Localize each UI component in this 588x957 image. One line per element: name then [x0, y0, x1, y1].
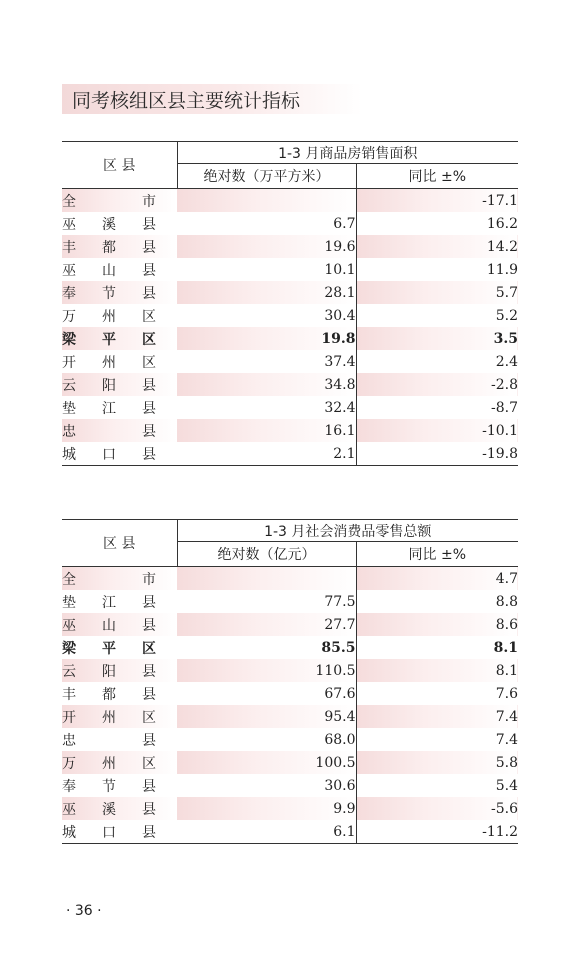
table-row [62, 705, 518, 728]
absolute-value-cell: 27.7 [177, 613, 356, 636]
absolute-value-cell: 19.6 [177, 235, 356, 258]
district-name-char: 口 [102, 824, 116, 841]
yoy-header: 同比 ±% [356, 164, 518, 189]
yoy-cell: 5.7 [356, 281, 518, 304]
absolute-value-cell [177, 567, 356, 591]
table-row [62, 212, 518, 235]
district-name-char: 口 [102, 446, 116, 463]
yoy-cell: -11.2 [356, 820, 518, 844]
district-name-char: 阳 [102, 663, 116, 680]
district-name-char: 州 [102, 354, 116, 371]
absolute-value-cell: 6.1 [177, 820, 356, 844]
yoy-cell: -8.7 [491, 399, 519, 416]
district-name-char: 梁 [62, 640, 76, 657]
yoy-cell: 7.4 [495, 731, 519, 748]
absolute-value-cell: 100.5 [177, 751, 356, 774]
table-row [62, 442, 518, 466]
table-row [62, 728, 518, 751]
district-name-char: 全 [62, 571, 76, 588]
absolute-value-cell: 6.7 [177, 212, 356, 235]
yoy-cell: 8.1 [356, 659, 518, 682]
table-row [62, 590, 518, 613]
district-name-char: 平 [102, 331, 116, 348]
yoy-cell: 8.6 [356, 613, 518, 636]
district-name [62, 682, 177, 705]
district-name-char: 山 [102, 617, 116, 634]
district-name-char: 州 [102, 308, 116, 325]
district-name-char: 江 [102, 400, 116, 417]
district-name-char: 县 [142, 594, 156, 611]
district-name-char: 县 [142, 423, 156, 440]
district-name [62, 396, 177, 419]
district-name [62, 350, 177, 373]
absolute-value-cell: 28.1 [177, 281, 356, 304]
district-name-char: 忠 [62, 423, 76, 440]
district-name-char: 梁 [62, 331, 76, 348]
district-name [62, 774, 177, 797]
district-name-char: 区 [142, 709, 156, 726]
district-name-char: 区 [142, 354, 156, 371]
district-name-char: 开 [62, 354, 76, 371]
absolute-value-cell: 16.1 [177, 419, 356, 442]
absolute-value-cell: 9.9 [177, 797, 356, 820]
table-row [62, 774, 518, 797]
area-column-header: 区 县 [62, 142, 177, 189]
retail-sales-group-header: 1-3 月社会消费品零售总额 [177, 520, 518, 542]
district-name-char: 云 [62, 377, 76, 394]
district-name-char: 区 [142, 755, 156, 772]
district-name [62, 728, 177, 751]
yoy-cell: 4.7 [356, 567, 518, 591]
district-name [62, 235, 177, 258]
district-name-char: 云 [62, 663, 76, 680]
yoy-cell: -19.8 [356, 442, 518, 466]
housing-sales-group-header: 1-3 月商品房销售面积 [177, 142, 518, 164]
district-name [62, 705, 177, 728]
absolute-value-cell: 68.0 [177, 728, 356, 751]
district-name-char: 垫 [62, 594, 76, 611]
district-name-char: 县 [142, 216, 156, 233]
district-name [62, 590, 177, 613]
absolute-value-cell: 34.8 [177, 373, 356, 396]
absolute-value-cell [177, 189, 356, 213]
absolute-value-cell: 67.6 [177, 682, 356, 705]
yoy-cell: 5.4 [495, 777, 519, 794]
district-name-char: 丰 [62, 686, 76, 703]
table-row [62, 820, 518, 844]
district-name-char: 奉 [62, 778, 76, 795]
district-name-char: 县 [142, 285, 156, 302]
district-name-char: 巫 [62, 262, 76, 279]
district-name-char: 阳 [102, 377, 116, 394]
page-number: · 36 · [66, 903, 102, 919]
district-name-char: 都 [102, 239, 116, 256]
yoy-cell: 3.5 [356, 327, 518, 350]
district-name [62, 189, 177, 213]
table-row [62, 373, 518, 396]
table-row [62, 235, 518, 258]
district-name [62, 327, 177, 350]
district-name-char: 忠 [62, 732, 76, 749]
district-name-char: 县 [142, 400, 156, 417]
district-name [62, 567, 177, 591]
district-name-char: 节 [102, 285, 116, 302]
table-row [62, 304, 518, 327]
table-row [62, 567, 518, 591]
district-name [62, 820, 177, 844]
yoy-cell: -17.1 [356, 189, 518, 213]
absolute-value-cell: 32.4 [177, 396, 356, 419]
district-name-char: 县 [142, 446, 156, 463]
district-name [62, 212, 177, 235]
table-row [62, 281, 518, 304]
absolute-value-cell: 30.6 [177, 774, 356, 797]
district-name-char: 县 [142, 732, 156, 749]
table-row [62, 682, 518, 705]
yoy-cell: 8.8 [495, 593, 519, 610]
absolute-value-cell: 77.5 [177, 590, 356, 613]
absolute-value-cell: 19.8 [177, 327, 356, 350]
absolute-value-header: 绝对数（亿元） [177, 542, 356, 567]
yoy-header: 同比 ±% [356, 542, 518, 567]
district-name-char: 城 [62, 446, 76, 463]
district-name-char: 山 [102, 262, 116, 279]
table-row [62, 258, 518, 281]
yoy-cell: 5.2 [495, 307, 519, 324]
district-name-char: 州 [102, 709, 116, 726]
table-row [62, 636, 518, 659]
district-name-char: 区 [142, 308, 156, 325]
district-name-char: 县 [142, 377, 156, 394]
district-name-char: 江 [102, 594, 116, 611]
table-row [62, 797, 518, 820]
retail-sales-table [62, 519, 518, 844]
district-name-char: 平 [102, 640, 116, 657]
district-name [62, 373, 177, 396]
absolute-value-header: 绝对数（万平方米） [177, 164, 356, 189]
district-name-char: 巫 [62, 216, 76, 233]
district-name-char: 县 [142, 801, 156, 818]
table-row [62, 419, 518, 442]
absolute-value-cell: 2.1 [177, 442, 356, 466]
district-name [62, 751, 177, 774]
district-name-char: 市 [142, 193, 156, 210]
district-name [62, 442, 177, 466]
district-name [62, 304, 177, 327]
yoy-cell: -2.8 [356, 373, 518, 396]
yoy-cell: 16.2 [486, 215, 519, 232]
district-name-char: 县 [142, 778, 156, 795]
district-name-char: 溪 [102, 216, 116, 233]
housing-sales-table [62, 141, 518, 466]
yoy-cell: 5.8 [356, 751, 518, 774]
absolute-value-cell: 85.5 [177, 636, 356, 659]
page-title: 同考核组区县主要统计指标 [72, 90, 301, 112]
district-name-char: 溪 [102, 801, 116, 818]
district-name-char: 县 [142, 262, 156, 279]
district-name-char: 开 [62, 709, 76, 726]
district-name-char: 区 [142, 331, 156, 348]
yoy-cell: 2.4 [495, 353, 519, 370]
district-name-char: 城 [62, 824, 76, 841]
district-name-char: 节 [102, 778, 116, 795]
district-name-char: 市 [142, 571, 156, 588]
yoy-cell: 7.6 [495, 685, 519, 702]
table-row [62, 396, 518, 419]
yoy-cell: -10.1 [356, 419, 518, 442]
absolute-value-cell: 37.4 [177, 350, 356, 373]
district-name-char: 奉 [62, 285, 76, 302]
district-name-char: 县 [142, 686, 156, 703]
district-name-char: 州 [102, 755, 116, 772]
district-name [62, 636, 177, 659]
table-row [62, 613, 518, 636]
district-name-char: 巫 [62, 617, 76, 634]
district-name-char: 万 [62, 755, 76, 772]
district-name-char: 区 [142, 640, 156, 657]
table-row [62, 350, 518, 373]
table-row [62, 327, 518, 350]
yoy-cell: 11.9 [486, 261, 519, 278]
area-column-header: 区 县 [62, 520, 177, 567]
district-name-char: 县 [142, 663, 156, 680]
district-name [62, 613, 177, 636]
district-name-char: 垫 [62, 400, 76, 417]
absolute-value-cell: 10.1 [177, 258, 356, 281]
district-name-char: 都 [102, 686, 116, 703]
table-row [62, 751, 518, 774]
district-name-char: 县 [142, 239, 156, 256]
district-name-char: 县 [142, 617, 156, 634]
district-name [62, 281, 177, 304]
district-name-char: 县 [142, 824, 156, 841]
absolute-value-cell: 95.4 [177, 705, 356, 728]
district-name [62, 797, 177, 820]
yoy-cell: 8.1 [493, 639, 519, 656]
table-row [62, 189, 518, 213]
yoy-cell: 7.4 [356, 705, 518, 728]
absolute-value-cell: 110.5 [177, 659, 356, 682]
absolute-value-cell: 30.4 [177, 304, 356, 327]
table-row [62, 659, 518, 682]
district-name-char: 全 [62, 193, 76, 210]
district-name [62, 258, 177, 281]
yoy-cell: -5.6 [356, 797, 518, 820]
district-name-char: 丰 [62, 239, 76, 256]
yoy-cell: 14.2 [356, 235, 518, 258]
district-name [62, 659, 177, 682]
district-name [62, 419, 177, 442]
district-name-char: 万 [62, 308, 76, 325]
district-name-char: 巫 [62, 801, 76, 818]
